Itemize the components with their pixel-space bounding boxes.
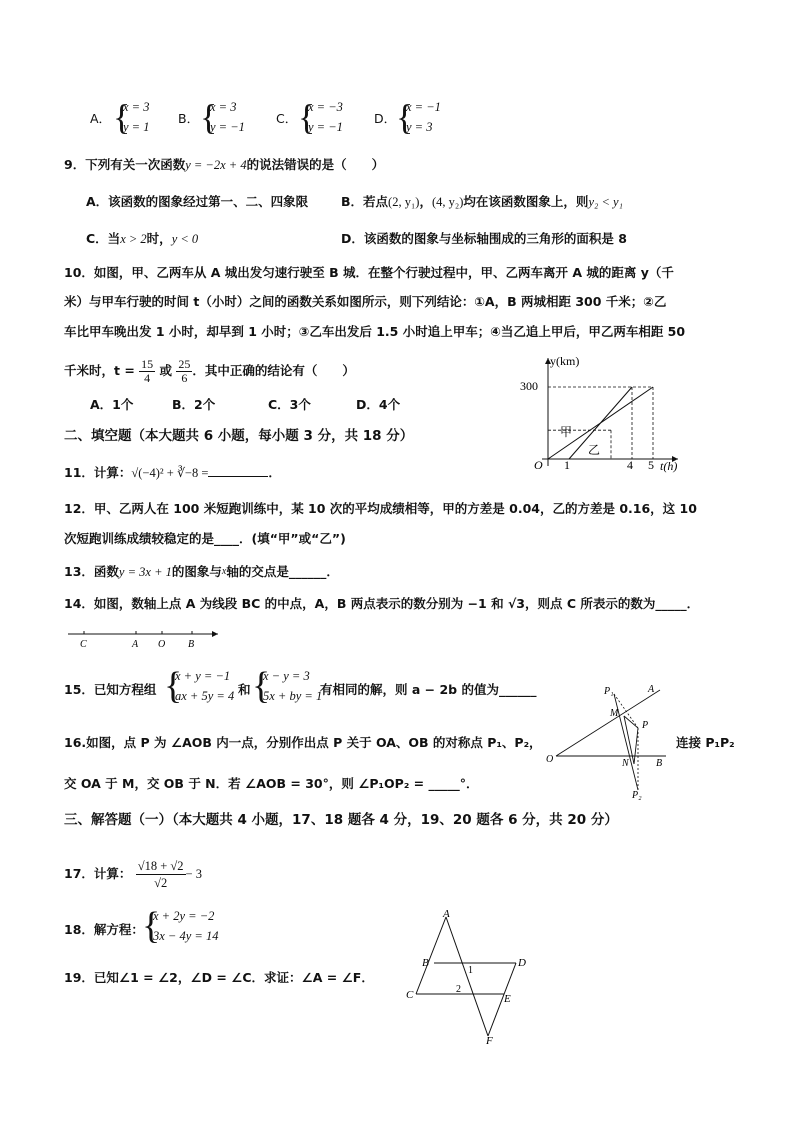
q8-b-eq2: y = −1 xyxy=(210,120,245,134)
q10-fraction-1: $\frac{15}{4}$ xyxy=(141,357,154,385)
q9-option-b: B．若点(2, y₁)，(4, y₂)均在该函数图象上，则y₂ < y₁ xyxy=(341,194,623,209)
q10-line3: 车比甲车晚出发 1 小时，却早到 1 小时；③乙车出发后 1.5 小时追上甲车；④当乙追上甲后，甲乙两车相距 50 xyxy=(64,324,686,339)
x-tick-5: 5 xyxy=(648,458,654,472)
q14: 14．如图，数轴上点 A 为线段 BC 的中点，A，B 两点表示的数分别为 −1 和 √3，则点 C 所表示的数为_____． xyxy=(64,596,700,611)
section-3-title: 三、解答题（一）（本大题共 4 小题，17、18 题各 4 分，19、20 题各 6 分，共 20 分） xyxy=(64,812,618,828)
series-label-jia: 甲 xyxy=(560,425,573,439)
q11: 11．计算：√(−4)² + ∛−8 = ． xyxy=(64,465,281,480)
q14-number-line xyxy=(64,626,224,650)
series-label-yi: 乙 xyxy=(588,443,601,457)
label-f: F xyxy=(486,1035,493,1045)
q15-and: 和 xyxy=(238,682,251,697)
q19: 19．已知∠1 = ∠2，∠D = ∠C．求证：∠A = ∠F． xyxy=(64,970,374,985)
q10-option-b: B．2个 xyxy=(172,397,216,412)
q15-post: 有相同的解，则 a − 2b 的值为______ xyxy=(320,682,537,697)
label-p: P xyxy=(642,720,649,731)
q10-option-c: C．3个 xyxy=(268,397,311,412)
series-line-yi xyxy=(569,387,632,459)
y-axis-label: y(km) xyxy=(550,354,580,368)
q9-option-a: A．该函数的图象经过第一、二、四象限 xyxy=(86,194,309,209)
q8-a-eq2: y = 1 xyxy=(123,120,150,134)
q8-c-eq1: x = −3 xyxy=(308,100,343,114)
point-b-label: B xyxy=(188,639,195,650)
label-e: E xyxy=(504,993,511,1005)
q17-fraction: $\frac{√18 + √2}{√2}$ xyxy=(137,859,184,890)
label-b: B xyxy=(422,957,429,969)
q16-line1: 16.如图，点 P 为 ∠AOB 内一点，分别作出点 P 关于 OA、OB 的对称点 P₁、P₂， xyxy=(64,735,542,750)
q9-option-d: D．该函数的图象与坐标轴围成的三角形的面积是 8 xyxy=(341,231,627,246)
y-tick-300: 300 xyxy=(520,379,538,393)
label-d: D xyxy=(518,957,526,969)
section-2-title: 二、填空题（本大题共 6 小题，每小题 3 分，共 18 分） xyxy=(64,428,414,444)
label-n: N xyxy=(622,758,629,769)
q8-option-a-label: A． xyxy=(90,111,112,126)
label-p1: P₁ xyxy=(604,686,614,697)
q8-option-c-label: C． xyxy=(276,111,298,126)
q12-line2: 次短跑训练成绩较稳定的是____．(填“甲”或“乙”) xyxy=(64,531,346,546)
q10-line4: 千米时，t = $\frac{15}{4}$ 或 $\frac{25}{6}$ ．其中正确的结论有（ ） xyxy=(64,357,355,385)
origin-label: O xyxy=(534,458,543,472)
point-a-label: A xyxy=(132,639,139,650)
label-p2: P₂ xyxy=(632,790,642,800)
x-tick-1: 1 xyxy=(564,458,570,472)
q10-line1: 10．如图，甲、乙两车从 A 城出发匀速行驶至 B 城．在整个行驶过程中，甲、乙两车离开 A 城的距离 y（千 xyxy=(64,265,674,280)
label-b: B xyxy=(656,758,663,769)
point-c-label: C xyxy=(80,639,87,650)
q10-option-a: A．1个 xyxy=(90,397,134,412)
label-a: A xyxy=(443,908,450,920)
angle-2-label: 2 xyxy=(456,984,461,995)
q10-line2: 米）与甲车行驶的时间 t（小时）之间的函数关系如图所示，则下列结论：①A，B 两城相距 300 千米；②乙 xyxy=(64,294,667,309)
q9-option-c: C．当x > 2时，y < 0 xyxy=(86,231,199,246)
q10-option-d: D．4个 xyxy=(356,397,401,412)
q17: 17．计算： $\frac{√18 + √2}{√2}$ − 3 xyxy=(64,859,202,890)
angle-1-label: 1 xyxy=(468,965,473,976)
label-m: M xyxy=(610,708,619,719)
q8-d-eq1: x = −1 xyxy=(406,100,441,114)
q19-geometry-figure xyxy=(404,905,540,1045)
q10-distance-time-graph xyxy=(520,350,690,475)
q8-a-eq1: x = 3 xyxy=(123,100,150,114)
q8-c-eq2: y = −1 xyxy=(308,120,343,134)
q9-stem: 9．下列有关一次函数y = −2x + 4的说法错误的是（ ） xyxy=(64,157,385,172)
label-o: O xyxy=(546,754,554,765)
q16-reflection-figure xyxy=(542,680,674,800)
q13: 13．函数y = 3x + 1的图象与$^x$轴的交点是______． xyxy=(64,564,339,579)
q16-line1-right: 连接 P₁P₂ xyxy=(676,735,735,750)
q18-pre: 18．解方程： xyxy=(64,922,144,937)
q8-option-d-label: D． xyxy=(374,111,397,126)
x-tick-4: 4 xyxy=(627,458,633,472)
q10-fraction-2: $\frac{25}{6}$ xyxy=(178,357,191,385)
q8-b-eq1: x = 3 xyxy=(210,100,237,114)
q8-d-eq2: y = 3 xyxy=(406,120,433,134)
label-a: A xyxy=(648,684,655,695)
q16-line2: 交 OA 于 M，交 OB 于 N．若 ∠AOB = 30°，则 ∠P₁OP₂ = _____°． xyxy=(64,776,479,791)
q12-line1: 12．甲、乙两人在 100 米短跑训练中，某 10 次的平均成绩相等，甲的方差是 0.04，乙的方差是 0.16，这 10 xyxy=(64,501,697,516)
q15-pre: 15．已知方程组 xyxy=(64,682,157,697)
point-o-label: O xyxy=(158,639,166,650)
label-c: C xyxy=(406,989,414,1001)
q8-option-b-label: B． xyxy=(178,111,200,126)
x-axis-label: t(h) xyxy=(660,459,678,473)
